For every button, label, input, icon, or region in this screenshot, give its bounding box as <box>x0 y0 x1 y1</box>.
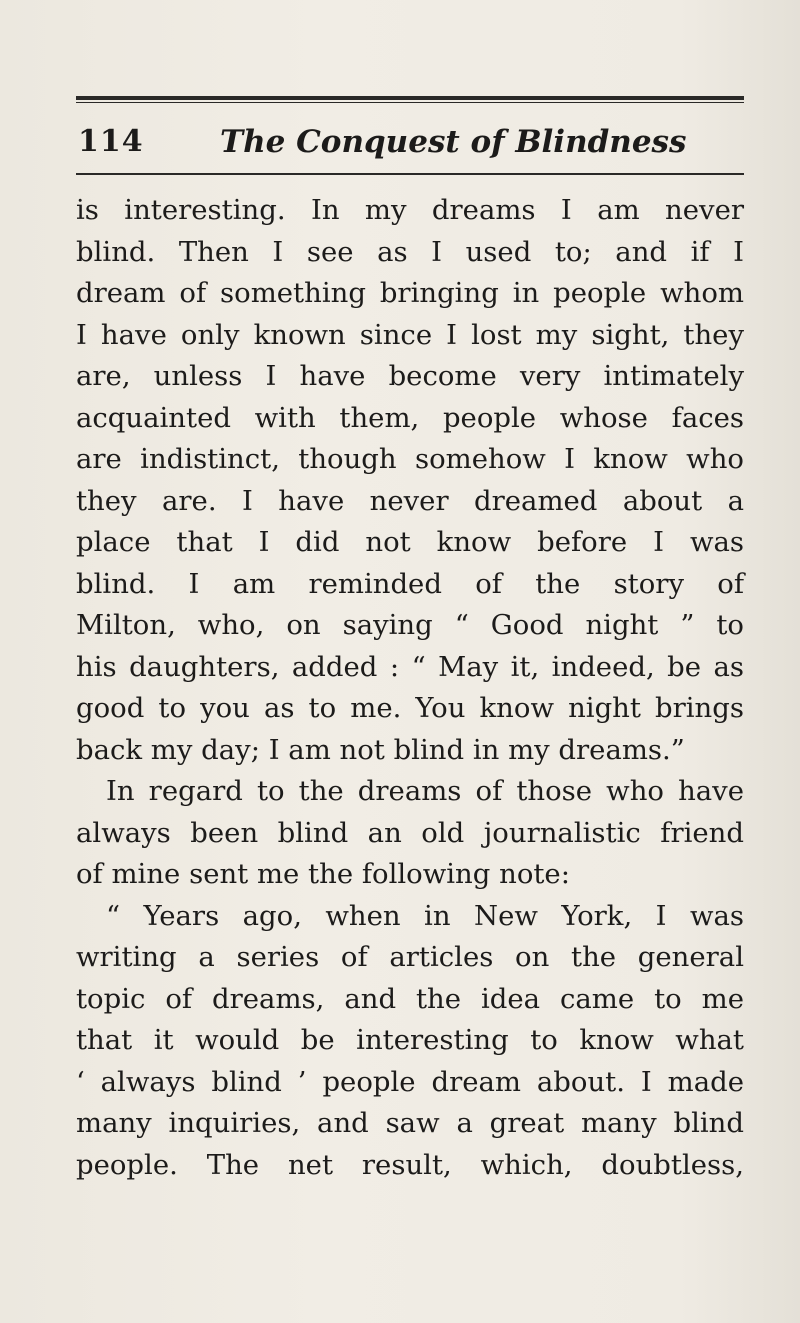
text-line: back my day; I am not blind in my dreams.” <box>76 733 685 766</box>
text-line: writing a series of articles on the general <box>76 941 744 973</box>
text-line: Milton, who, on saying “ Good night ” to <box>76 609 744 641</box>
header-rule-top <box>76 96 744 100</box>
text-line: blind. Then I see as I used to; and if I <box>76 235 744 268</box>
text-line: people. The net result, which, doubtless, <box>76 1148 744 1181</box>
text-line: place that I did not know before I was <box>76 526 744 558</box>
text-line: In regard to the dreams of those who have <box>106 775 744 807</box>
text-line: ‘ always blind ’ people dream about. I made <box>76 1065 744 1098</box>
text-line: topic of dreams, and the idea came to me <box>76 982 744 1015</box>
text-line: “ Years ago, when in New York, I was <box>106 899 744 932</box>
text-line: are indistinct, though somehow I know who <box>76 443 744 475</box>
text-line: good to you as to me. You know night brings <box>76 692 744 724</box>
running-head <box>76 116 744 164</box>
header-rule-top-thin <box>76 102 744 103</box>
header-rule-bottom <box>76 173 744 175</box>
body-text <box>76 190 744 1186</box>
text-line: they are. I have never dreamed about a <box>76 484 744 517</box>
text-line: that it would be interesting to know what <box>76 1024 744 1056</box>
text-line: dream of something bringing in people whom <box>76 277 744 309</box>
page-number: 114 <box>78 124 144 159</box>
text-line: his daughters, added : “ May it, indeed, be as <box>76 650 744 683</box>
text-line: blind. I am reminded of the story of <box>76 567 744 600</box>
text-line: always been blind an old journalistic friend <box>76 816 744 849</box>
text-line: are, unless I have become very intimately <box>76 360 744 392</box>
text-line: acquainted with them, people whose faces <box>76 401 744 434</box>
text-line: many inquiries, and saw a great many blind <box>76 1107 744 1139</box>
text-line: I have only known since I lost my sight, they <box>76 318 744 351</box>
text-line: of mine sent me the following note: <box>76 858 570 890</box>
book-title: The Conquest of Blindness <box>220 124 687 160</box>
text-line: is interesting. In my dreams I am never <box>76 194 744 226</box>
